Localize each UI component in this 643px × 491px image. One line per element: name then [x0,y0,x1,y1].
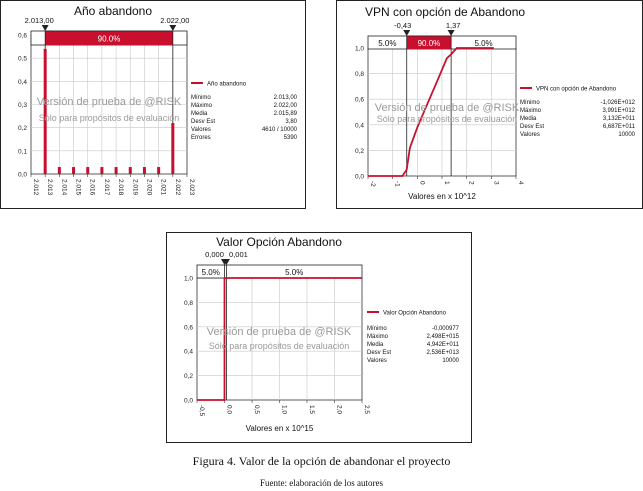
x-tick-label: 2 [467,181,475,185]
band-bar [197,265,362,278]
x-tick-label: 2.022 [173,179,181,196]
legend-label: VPN con opción de Abandono [536,86,617,93]
y-tick-label: 0,4 [17,78,27,86]
delimiter-left-marker [403,30,410,36]
y-tick-label: 0,2 [183,373,193,381]
x-tick-label: 2.012 [32,179,39,196]
watermark-line-2: Sólo para propósitos de evaluación [208,341,350,351]
stat-value: 2,536E+013 [426,350,459,356]
bar [157,167,160,174]
x-tick-label: 0,0 [225,405,233,415]
figure-caption: Figura 4. Valor de la opción de abandonar el proyecto [192,454,451,468]
y-tick-label: 0,8 [183,299,193,307]
stat-value: 2.015,89 [273,111,297,117]
bar [143,167,146,174]
stat-value: 5390 [283,135,297,141]
delimiter-left-value: 2.013,00 [24,16,54,25]
bar [44,49,47,174]
band-label-right: 5.0% [285,268,304,277]
stat-label: Desv Est [520,124,545,130]
stat-label: Desv Est [367,350,392,356]
stat-label: Desv Est [191,119,216,125]
y-tick-label: 0,3 [17,102,27,109]
x-tick-label: 4 [517,181,524,185]
x-tick-label: 2.016 [88,179,96,196]
chart-title: VPN con opción de Abandono [364,5,526,19]
stat-value: 3,132E+011 [602,116,635,122]
chart-panel-vpn-abandono [336,0,643,209]
delimiter-right-value: 1,37 [445,21,461,30]
stat-value: 3,991E+012 [602,108,635,114]
stat-label: Valores [367,358,387,364]
bar [86,167,89,174]
y-tick-label: 0,5 [17,55,27,63]
stat-value: 4,942E+011 [426,342,459,348]
band-label: 90.0% [97,34,121,44]
x-tick-label: 2.018 [117,179,125,196]
stat-label: Mínimo [191,95,211,101]
x-tick-label: 0,5 [253,405,260,415]
y-tick-label: 0,6 [17,32,27,40]
stat-label: Máximo [520,108,542,114]
stat-value: -0,000977 [431,326,459,332]
stat-value: 4610 / 10000 [261,127,297,133]
x-tick-label: 2.023 [188,179,195,196]
x-tick-label: 1,5 [308,405,315,415]
x-tick-label: -0,5 [198,405,205,417]
bar [100,167,103,174]
stat-value: 2.013,00 [273,95,297,101]
chart-panel-ano-abandono [0,0,306,209]
stat-label: Mínimo [367,326,387,332]
y-tick-label: 0,6 [183,324,193,332]
stat-value: 10000 [442,358,459,364]
watermark-line-1: Versión de prueba de @RISK [206,326,352,338]
delimiter-left-value: 0,000 [205,250,224,259]
chart-vpn-abandono [337,1,642,208]
chart-panel-valor-opcion [166,232,472,443]
chart-ano-abandono [1,1,305,208]
watermark-line-1: Versión de prueba de @RISK [36,96,182,108]
stat-label: Errores [191,135,211,141]
y-tick-label: 1,0 [354,45,364,53]
x-tick-label: -2 [369,181,376,187]
delimiter-left-value: -0,43 [394,21,412,30]
bar [129,167,132,174]
figure-source: Fuente: elaboración de los autores [260,478,383,488]
y-tick-label: 0,0 [183,397,193,405]
watermark-line-2: Sólo para propósitos de evaluación [376,114,518,124]
stat-label: Media [520,116,537,122]
x-tick-label: 2.017 [102,179,110,196]
watermark-line-1: Versión de prueba de @RISK [374,102,520,114]
stat-value: 2.022,00 [273,103,297,109]
y-tick-label: 0,0 [17,171,27,179]
stat-value: 2,498E+015 [426,334,459,340]
band-label-left: 5.0% [201,268,220,277]
delimiter-right-value: 0,001 [229,250,248,259]
bar [72,167,75,174]
y-tick-label: 1,0 [183,275,193,283]
x-tick-label: 0 [418,181,426,185]
y-tick-label: 0,0 [354,173,364,181]
y-tick-label: 0,4 [183,348,193,356]
stat-value: 3,80 [285,119,297,125]
x-tick-label: 1,0 [280,405,288,415]
x-tick-label: 2,5 [363,405,370,415]
stat-value: 10000 [618,132,635,138]
band-label-right: 5.0% [474,39,493,48]
stat-label: Media [367,342,384,348]
stat-value: -1,026E+012 [600,100,635,106]
x-tick-label: 2.020 [145,179,153,196]
x-axis-label: Valores en x 10^15 [245,424,314,433]
stat-label: Valores [520,132,540,138]
x-tick-label: 2.021 [159,179,167,196]
x-tick-label: 2.013 [46,179,54,196]
y-tick-label: 0,8 [354,71,364,79]
y-tick-label: 0,6 [354,96,364,104]
x-axis-label: Valores en x 10^12 [408,192,476,201]
delimiter-left-marker [42,25,49,31]
chart-title: Valor Opción Abandono [216,235,342,249]
legend-label: Valor Opción Abandono [383,310,446,317]
delimiter-right-value: 2.022,00 [160,16,190,25]
chart-title: Año abandono [73,4,153,18]
x-tick-label: 2.019 [131,179,139,196]
stat-value: 6,687E+011 [602,124,635,130]
x-tick-label: 2.014 [60,179,68,196]
x-tick-label: 2.015 [74,179,82,196]
stat-label: Media [191,111,208,117]
bar [115,167,118,174]
stat-label: Valores [191,127,211,133]
x-tick-label: 2,0 [335,405,343,415]
y-tick-label: 0,2 [17,125,27,133]
bar [171,123,174,174]
x-tick-label: -1 [393,181,401,187]
stat-label: Máximo [191,103,213,109]
y-tick-label: 0,2 [354,147,364,155]
watermark-line-2: Sólo para propósitos de evaluación [38,113,180,123]
band-label-left: 5.0% [378,39,397,48]
band-label-center: 90.0% [417,39,441,48]
chart-valor-opcion [167,233,471,442]
stat-label: Máximo [367,334,389,340]
y-tick-label: 0,1 [17,148,27,156]
legend-label: Año abandono [207,81,247,88]
stat-label: Mínimo [520,100,540,106]
y-tick-label: 0,4 [354,122,364,130]
delimiter-right-marker [169,25,176,31]
x-tick-label: 1 [443,181,450,185]
delimiter-right-marker [448,30,455,36]
x-tick-label: 3 [492,181,500,185]
bar [58,167,61,174]
